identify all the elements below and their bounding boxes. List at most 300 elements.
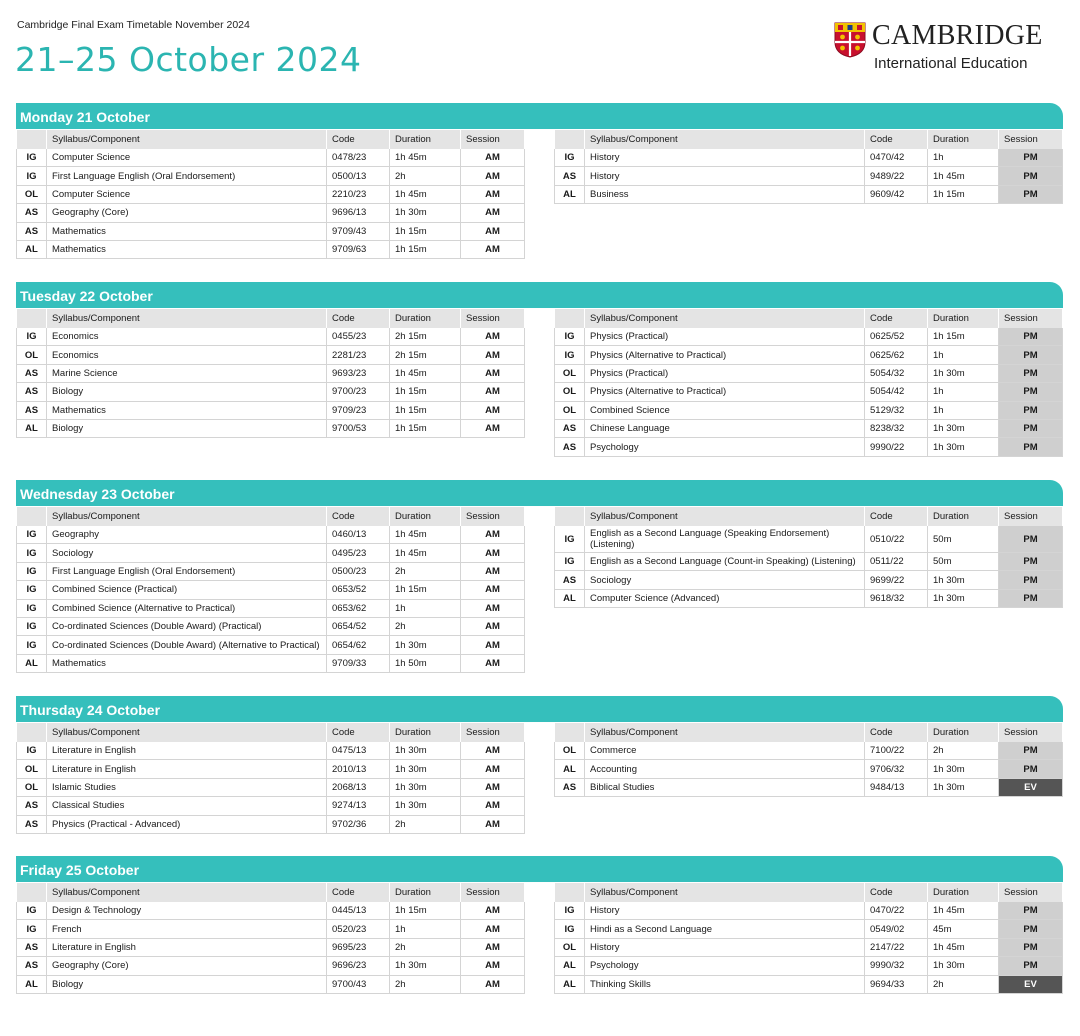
level-cell: IG xyxy=(17,149,47,167)
duration-cell: 2h xyxy=(928,742,999,760)
level-cell: IG xyxy=(17,742,47,760)
level-cell: AS xyxy=(17,222,47,240)
code-cell: 9700/43 xyxy=(327,975,390,993)
syllabus-cell: Design & Technology xyxy=(47,902,327,920)
exam-table-right xyxy=(554,883,1063,994)
day-section xyxy=(16,856,1063,990)
duration-cell: 45m xyxy=(928,920,999,938)
exam-table-left xyxy=(16,507,525,673)
level-cell: IG xyxy=(555,346,585,364)
table-row xyxy=(555,346,1063,364)
table-row xyxy=(17,599,525,617)
duration-cell: 1h 30m xyxy=(928,589,999,607)
syllabus-cell: Literature in English xyxy=(47,760,327,778)
level-cell: AL xyxy=(17,419,47,437)
syllabus-cell: Biology xyxy=(47,975,327,993)
header-level xyxy=(555,130,585,149)
exam-table-left xyxy=(16,723,525,834)
syllabus-cell: Marine Science xyxy=(47,364,327,382)
duration-cell: 1h 15m xyxy=(390,240,461,258)
duration-cell: 2h 15m xyxy=(390,328,461,346)
syllabus-cell: Combined Science (Practical) xyxy=(47,581,327,599)
syllabus-cell: Psychology xyxy=(585,438,865,456)
syllabus-cell: Co-ordinated Sciences (Double Award) (Practical) xyxy=(47,617,327,635)
table-row xyxy=(17,526,525,544)
day-heading: Wednesday 23 October xyxy=(16,480,1063,506)
code-cell: 2010/13 xyxy=(327,760,390,778)
code-cell: 9709/33 xyxy=(327,654,390,672)
duration-cell: 1h 15m xyxy=(390,222,461,240)
syllabus-cell: Economics xyxy=(47,328,327,346)
header-duration: Duration xyxy=(390,507,461,526)
code-cell: 9693/23 xyxy=(327,364,390,382)
code-cell: 2210/23 xyxy=(327,185,390,203)
session-cell: AM xyxy=(461,346,525,364)
table-header-row xyxy=(555,723,1063,742)
duration-cell: 2h xyxy=(390,815,461,833)
session-cell: PM xyxy=(999,383,1063,401)
syllabus-cell: Mathematics xyxy=(47,240,327,258)
day-section xyxy=(16,480,1063,669)
table-row xyxy=(555,760,1063,778)
table-row xyxy=(17,383,525,401)
level-cell: IG xyxy=(17,902,47,920)
syllabus-cell: Islamic Studies xyxy=(47,778,327,796)
code-cell: 9709/23 xyxy=(327,401,390,419)
header-code: Code xyxy=(327,130,390,149)
session-cell: PM xyxy=(999,364,1063,382)
level-cell: OL xyxy=(17,760,47,778)
header-code: Code xyxy=(327,723,390,742)
exam-table-right xyxy=(554,130,1063,204)
header-duration: Duration xyxy=(928,309,999,328)
duration-cell: 1h xyxy=(928,346,999,364)
header-session: Session xyxy=(999,883,1063,902)
header-code: Code xyxy=(327,507,390,526)
level-cell: AS xyxy=(17,957,47,975)
duration-cell: 1h 30m xyxy=(928,778,999,796)
syllabus-cell: Hindi as a Second Language xyxy=(585,920,865,938)
duration-cell: 1h 30m xyxy=(390,797,461,815)
level-cell: IG xyxy=(17,581,47,599)
table-row xyxy=(17,778,525,796)
session-cell: AM xyxy=(461,815,525,833)
table-row xyxy=(17,957,525,975)
header-syllabus: Syllabus/Component xyxy=(585,309,865,328)
session-cell: AM xyxy=(461,902,525,920)
syllabus-cell: Computer Science (Advanced) xyxy=(585,589,865,607)
code-cell: 9709/43 xyxy=(327,222,390,240)
table-row xyxy=(555,778,1063,796)
level-cell: IG xyxy=(17,617,47,635)
table-row xyxy=(17,544,525,562)
header-level xyxy=(555,309,585,328)
syllabus-cell: French xyxy=(47,920,327,938)
level-cell: IG xyxy=(17,636,47,654)
header-duration: Duration xyxy=(390,130,461,149)
day-heading: Monday 21 October xyxy=(16,103,1063,129)
session-cell: AM xyxy=(461,544,525,562)
header-syllabus: Syllabus/Component xyxy=(47,130,327,149)
code-cell: 0455/23 xyxy=(327,328,390,346)
session-cell: AM xyxy=(461,562,525,580)
exam-table-left xyxy=(16,883,525,994)
header-level xyxy=(17,130,47,149)
day-section xyxy=(16,103,1063,256)
exam-table-left xyxy=(16,309,525,438)
session-cell: PM xyxy=(999,742,1063,760)
level-cell: IG xyxy=(555,328,585,346)
session-cell: AM xyxy=(461,920,525,938)
code-cell: 0654/52 xyxy=(327,617,390,635)
day-heading: Friday 25 October xyxy=(16,856,1063,882)
level-cell: AS xyxy=(17,204,47,222)
header-code: Code xyxy=(865,507,928,526)
duration-cell: 2h 15m xyxy=(390,346,461,364)
header-duration: Duration xyxy=(928,883,999,902)
level-cell: OL xyxy=(17,185,47,203)
table-row xyxy=(17,562,525,580)
level-cell: IG xyxy=(555,920,585,938)
table-row xyxy=(17,401,525,419)
syllabus-cell: Sociology xyxy=(47,544,327,562)
code-cell: 0470/22 xyxy=(865,902,928,920)
session-cell: AM xyxy=(461,167,525,185)
table-row xyxy=(555,571,1063,589)
day-heading: Tuesday 22 October xyxy=(16,282,1063,308)
header-level xyxy=(555,883,585,902)
header-syllabus: Syllabus/Component xyxy=(47,883,327,902)
code-cell: 0625/62 xyxy=(865,346,928,364)
level-cell: AS xyxy=(555,778,585,796)
duration-cell: 1h 45m xyxy=(390,544,461,562)
code-cell: 9609/42 xyxy=(865,185,928,203)
session-cell: PM xyxy=(999,571,1063,589)
session-cell: AM xyxy=(461,617,525,635)
session-cell: AM xyxy=(461,938,525,956)
level-cell: IG xyxy=(17,526,47,544)
session-cell: AM xyxy=(461,328,525,346)
table-row xyxy=(17,938,525,956)
code-cell: 0495/23 xyxy=(327,544,390,562)
code-cell: 9695/23 xyxy=(327,938,390,956)
duration-cell: 1h xyxy=(928,383,999,401)
code-cell: 5054/32 xyxy=(865,364,928,382)
header-session: Session xyxy=(999,507,1063,526)
table-row xyxy=(17,328,525,346)
duration-cell: 1h 45m xyxy=(928,167,999,185)
duration-cell: 1h 30m xyxy=(928,957,999,975)
level-cell: AS xyxy=(555,167,585,185)
table-row xyxy=(555,149,1063,167)
session-cell: PM xyxy=(999,401,1063,419)
code-cell: 0625/52 xyxy=(865,328,928,346)
code-cell: 0470/42 xyxy=(865,149,928,167)
table-header-row xyxy=(17,507,525,526)
syllabus-cell: Literature in English xyxy=(47,938,327,956)
syllabus-cell: Biology xyxy=(47,383,327,401)
code-cell: 0500/13 xyxy=(327,167,390,185)
level-cell: IG xyxy=(17,599,47,617)
code-cell: 8238/32 xyxy=(865,419,928,437)
table-row xyxy=(17,815,525,833)
syllabus-cell: Commerce xyxy=(585,742,865,760)
code-cell: 9618/32 xyxy=(865,589,928,607)
table-header-row xyxy=(17,309,525,328)
session-cell: EV xyxy=(999,778,1063,796)
header-syllabus: Syllabus/Component xyxy=(585,130,865,149)
table-row xyxy=(555,920,1063,938)
day-heading: Thursday 24 October xyxy=(16,696,1063,722)
table-row xyxy=(17,149,525,167)
level-cell: AS xyxy=(555,571,585,589)
table-row xyxy=(555,167,1063,185)
level-cell: AL xyxy=(555,589,585,607)
header-code: Code xyxy=(865,309,928,328)
code-cell: 5054/42 xyxy=(865,383,928,401)
syllabus-cell: Classical Studies xyxy=(47,797,327,815)
session-cell: AM xyxy=(461,383,525,401)
code-cell: 0445/13 xyxy=(327,902,390,920)
header-duration: Duration xyxy=(390,309,461,328)
level-cell: OL xyxy=(555,938,585,956)
level-cell: AS xyxy=(17,815,47,833)
duration-cell: 1h 50m xyxy=(390,654,461,672)
syllabus-cell: Geography (Core) xyxy=(47,204,327,222)
level-cell: IG xyxy=(17,167,47,185)
header-duration: Duration xyxy=(928,130,999,149)
syllabus-cell: English as a Second Language (Speaking Endorsement) (Listening) xyxy=(585,526,865,553)
table-row xyxy=(17,975,525,993)
table-row xyxy=(555,185,1063,203)
duration-cell: 1h 30m xyxy=(390,760,461,778)
session-cell: AM xyxy=(461,204,525,222)
duration-cell: 1h 15m xyxy=(390,383,461,401)
code-cell: 0475/13 xyxy=(327,742,390,760)
duration-cell: 50m xyxy=(928,553,999,571)
level-cell: OL xyxy=(17,778,47,796)
code-cell: 2281/23 xyxy=(327,346,390,364)
level-cell: IG xyxy=(555,526,585,553)
header-code: Code xyxy=(865,130,928,149)
session-cell: PM xyxy=(999,346,1063,364)
table-row xyxy=(555,328,1063,346)
level-cell: AS xyxy=(17,938,47,956)
table-row xyxy=(555,438,1063,456)
session-cell: PM xyxy=(999,902,1063,920)
syllabus-cell: Chinese Language xyxy=(585,419,865,437)
code-cell: 9696/13 xyxy=(327,204,390,222)
level-cell: AL xyxy=(555,957,585,975)
level-cell: OL xyxy=(555,742,585,760)
table-header-row xyxy=(555,883,1063,902)
level-cell: IG xyxy=(555,553,585,571)
code-cell: 0460/13 xyxy=(327,526,390,544)
session-cell: AM xyxy=(461,240,525,258)
level-cell: IG xyxy=(555,149,585,167)
table-row xyxy=(17,364,525,382)
duration-cell: 1h xyxy=(390,920,461,938)
syllabus-cell: Combined Science (Alternative to Practical) xyxy=(47,599,327,617)
code-cell: 0653/52 xyxy=(327,581,390,599)
table-row xyxy=(17,419,525,437)
exam-table-right xyxy=(554,507,1063,608)
duration-cell: 1h xyxy=(928,401,999,419)
session-cell: AM xyxy=(461,957,525,975)
table-row xyxy=(17,167,525,185)
table-row xyxy=(555,957,1063,975)
session-cell: AM xyxy=(461,364,525,382)
level-cell: IG xyxy=(17,544,47,562)
syllabus-cell: Mathematics xyxy=(47,401,327,419)
code-cell: 9489/22 xyxy=(865,167,928,185)
syllabus-cell: Biology xyxy=(47,419,327,437)
level-cell: AS xyxy=(17,797,47,815)
session-cell: AM xyxy=(461,975,525,993)
code-cell: 9700/23 xyxy=(327,383,390,401)
table-row xyxy=(555,975,1063,993)
header-code: Code xyxy=(865,723,928,742)
syllabus-cell: Physics (Practical) xyxy=(585,364,865,382)
table-row xyxy=(555,938,1063,956)
syllabus-cell: History xyxy=(585,149,865,167)
syllabus-cell: Computer Science xyxy=(47,149,327,167)
code-cell: 9990/32 xyxy=(865,957,928,975)
table-row xyxy=(17,617,525,635)
duration-cell: 50m xyxy=(928,526,999,553)
level-cell: AS xyxy=(17,401,47,419)
syllabus-cell: Economics xyxy=(47,346,327,364)
session-cell: AM xyxy=(461,742,525,760)
code-cell: 9702/36 xyxy=(327,815,390,833)
exam-table-right xyxy=(554,723,1063,797)
table-row xyxy=(555,401,1063,419)
syllabus-cell: Geography (Core) xyxy=(47,957,327,975)
level-cell: OL xyxy=(555,401,585,419)
duration-cell: 2h xyxy=(390,562,461,580)
syllabus-cell: English as a Second Language (Count-in Speaking) (Listening) xyxy=(585,553,865,571)
duration-cell: 2h xyxy=(390,975,461,993)
syllabus-cell: Physics (Practical) xyxy=(585,328,865,346)
session-cell: PM xyxy=(999,328,1063,346)
duration-cell: 1h 45m xyxy=(390,364,461,382)
session-cell: PM xyxy=(999,589,1063,607)
table-header-row xyxy=(17,723,525,742)
code-cell: 9699/22 xyxy=(865,571,928,589)
table-row xyxy=(17,346,525,364)
syllabus-cell: Mathematics xyxy=(47,654,327,672)
header-syllabus: Syllabus/Component xyxy=(47,309,327,328)
day-section xyxy=(16,282,1063,453)
brand-subtitle: International Education xyxy=(874,55,1028,72)
duration-cell: 1h 15m xyxy=(390,581,461,599)
header-session: Session xyxy=(461,883,525,902)
table-row xyxy=(17,760,525,778)
table-header-row xyxy=(17,130,525,149)
duration-cell: 1h xyxy=(390,599,461,617)
table-row xyxy=(555,419,1063,437)
header-syllabus: Syllabus/Component xyxy=(585,507,865,526)
level-cell: IG xyxy=(17,562,47,580)
table-header-row xyxy=(555,309,1063,328)
header-session: Session xyxy=(999,723,1063,742)
syllabus-cell: Sociology xyxy=(585,571,865,589)
syllabus-cell: Computer Science xyxy=(47,185,327,203)
code-cell: 0510/22 xyxy=(865,526,928,553)
session-cell: AM xyxy=(461,760,525,778)
level-cell: AL xyxy=(17,654,47,672)
code-cell: 2147/22 xyxy=(865,938,928,956)
duration-cell: 2h xyxy=(390,938,461,956)
duration-cell: 1h 15m xyxy=(928,328,999,346)
table-row xyxy=(555,589,1063,607)
duration-cell: 1h 45m xyxy=(390,149,461,167)
session-cell: AM xyxy=(461,599,525,617)
syllabus-cell: Psychology xyxy=(585,957,865,975)
code-cell: 0478/23 xyxy=(327,149,390,167)
session-cell: PM xyxy=(999,438,1063,456)
header-session: Session xyxy=(461,309,525,328)
code-cell: 9484/13 xyxy=(865,778,928,796)
table-row xyxy=(17,797,525,815)
header-syllabus: Syllabus/Component xyxy=(47,723,327,742)
table-row xyxy=(17,204,525,222)
header-level xyxy=(17,309,47,328)
syllabus-cell: Literature in English xyxy=(47,742,327,760)
duration-cell: 1h 30m xyxy=(928,364,999,382)
session-cell: AM xyxy=(461,526,525,544)
duration-cell: 2h xyxy=(928,975,999,993)
duration-cell: 2h xyxy=(390,167,461,185)
header-duration: Duration xyxy=(928,723,999,742)
session-cell: AM xyxy=(461,778,525,796)
duration-cell: 1h 45m xyxy=(928,938,999,956)
duration-cell: 1h 45m xyxy=(928,902,999,920)
level-cell: OL xyxy=(17,346,47,364)
table-row xyxy=(17,920,525,938)
session-cell: PM xyxy=(999,185,1063,203)
syllabus-cell: History xyxy=(585,938,865,956)
syllabus-cell: Physics (Practical - Advanced) xyxy=(47,815,327,833)
table-row xyxy=(17,240,525,258)
header-session: Session xyxy=(461,130,525,149)
syllabus-cell: Business xyxy=(585,185,865,203)
code-cell: 0653/62 xyxy=(327,599,390,617)
table-header-row xyxy=(555,507,1063,526)
day-section xyxy=(16,696,1063,830)
level-cell: AS xyxy=(555,419,585,437)
header-session: Session xyxy=(999,309,1063,328)
duration-cell: 1h 30m xyxy=(390,957,461,975)
header-level xyxy=(17,883,47,902)
level-cell: AL xyxy=(555,975,585,993)
exam-table-right xyxy=(554,309,1063,457)
level-cell: IG xyxy=(17,328,47,346)
syllabus-cell: History xyxy=(585,902,865,920)
session-cell: PM xyxy=(999,526,1063,553)
header-duration: Duration xyxy=(390,883,461,902)
syllabus-cell: First Language English (Oral Endorsement) xyxy=(47,562,327,580)
level-cell: OL xyxy=(555,383,585,401)
header-code: Code xyxy=(327,883,390,902)
duration-cell: 1h 30m xyxy=(928,760,999,778)
duration-cell: 1h 30m xyxy=(928,571,999,589)
duration-cell: 1h 15m xyxy=(390,419,461,437)
duration-cell: 1h 30m xyxy=(390,778,461,796)
header-level xyxy=(555,507,585,526)
duration-cell: 1h 30m xyxy=(928,438,999,456)
header-level xyxy=(17,723,47,742)
